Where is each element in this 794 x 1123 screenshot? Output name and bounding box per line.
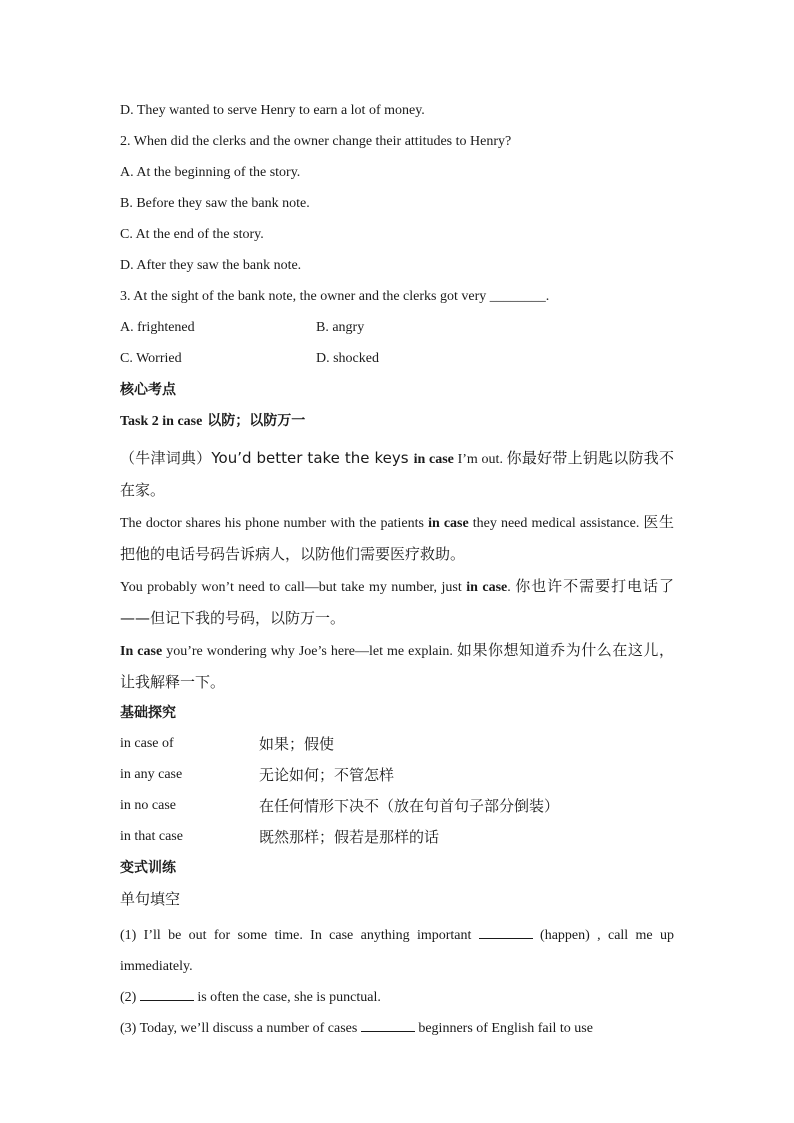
section-practice-heading: 变式训练 <box>120 860 176 876</box>
example-2 <box>120 507 674 571</box>
example-3 <box>120 571 674 635</box>
example-4-post: you’re wondering why Joe’s here—let me explain. <box>162 644 457 659</box>
phrase-row <box>120 827 674 847</box>
q2-option-d: D. After they saw the bank note. <box>120 258 302 273</box>
q3-question: 3. At the sight of the bank note, the owner and the clerks got very ________. <box>120 289 550 304</box>
exercise-3 <box>120 1013 674 1044</box>
example-1-pre: （牛津词典）You’d better take the keys <box>120 449 414 467</box>
q3-options-row-2 <box>120 349 674 369</box>
q3-option-a: A. frightened <box>120 320 195 335</box>
phrase-en: in case of <box>120 736 174 751</box>
q2-option-b: B. Before they saw the bank note. <box>120 196 310 211</box>
phrase-row <box>120 796 674 816</box>
example-3-post: . <box>507 580 516 595</box>
sub-fill-heading: 单句填空 <box>120 890 181 908</box>
example-2-post: they need medical assistance. <box>468 516 644 531</box>
exercise-1-post: (happen) , call me up immediately. <box>120 928 674 974</box>
example-4 <box>120 635 674 699</box>
phrase-en: in no case <box>120 798 176 813</box>
q3-option-c: C. Worried <box>120 351 182 366</box>
example-3-key: in case <box>466 580 508 595</box>
task2-label: Task 2 in case <box>120 414 203 429</box>
example-2-pre: The doctor shares his phone number with the patients <box>120 516 429 531</box>
answer-blank[interactable] <box>361 1019 415 1032</box>
exercise-2 <box>120 982 674 1013</box>
phrase-row <box>120 734 674 754</box>
q3-option-d: D. shocked <box>316 351 379 366</box>
example-1 <box>120 443 674 507</box>
exercise-1 <box>120 920 674 982</box>
phrase-zh: 如果；假使 <box>259 735 335 753</box>
q3-options-row-1 <box>120 318 674 338</box>
example-2-zh: 医生把他的电话号码告诉病人，以防他们需要医疗救助。 <box>120 513 674 563</box>
phrase-en: in that case <box>120 829 183 844</box>
example-1-post: I’m out. <box>453 452 507 467</box>
phrase-zh: 既然那样；假若是那样的话 <box>259 828 440 846</box>
answer-blank[interactable] <box>479 926 533 939</box>
section-core-heading: 核心考点 <box>120 382 176 398</box>
example-3-zh: 你也许不需要打电话了——但记下我的号码，以防万一。 <box>120 577 674 627</box>
q2-option-c: C. At the end of the story. <box>120 227 264 242</box>
answer-blank[interactable] <box>140 988 194 1001</box>
example-4-key: In case <box>120 644 163 659</box>
example-1-key: in case <box>413 452 454 467</box>
exercise-1-pre: (1) I’ll be out for some time. In case anything important <box>120 928 479 943</box>
q2-option-a: A. At the beginning of the story. <box>120 165 301 180</box>
exercise-2-pre: (2) <box>120 990 140 1005</box>
task2-meaning: 以防；以防万一 <box>202 413 306 429</box>
example-1-zh: 你最好带上钥匙以防我不在家。 <box>120 449 674 499</box>
task2-heading <box>120 411 674 432</box>
q2-question: 2. When did the clerks and the owner change their attitudes to Henry? <box>120 134 512 149</box>
example-4-zh: 如果你想知道乔为什么在这儿，让我解释一下。 <box>120 641 674 691</box>
exercise-3-pre: (3) Today, we’ll discuss a number of cases <box>120 1021 361 1036</box>
phrase-zh: 在任何情形下决不（放在句首句子部分倒装） <box>259 797 560 815</box>
exercise-3-post: beginners of English fail to use <box>414 1021 593 1036</box>
phrase-row <box>120 765 674 785</box>
document-content <box>120 101 674 1044</box>
phrase-en: in any case <box>120 767 183 782</box>
example-3-pre: You probably won’t need to call—but take my number, just <box>120 580 467 595</box>
phrase-zh: 无论如何；不管怎样 <box>259 766 395 784</box>
section-basic-heading: 基础探究 <box>120 705 176 721</box>
q1-option-d: D. They wanted to serve Henry to earn a lot of money. <box>120 103 425 118</box>
exercise-2-post: is often the case, she is punctual. <box>193 990 381 1005</box>
q3-option-b: B. angry <box>316 320 365 335</box>
example-2-key: in case <box>428 516 469 531</box>
